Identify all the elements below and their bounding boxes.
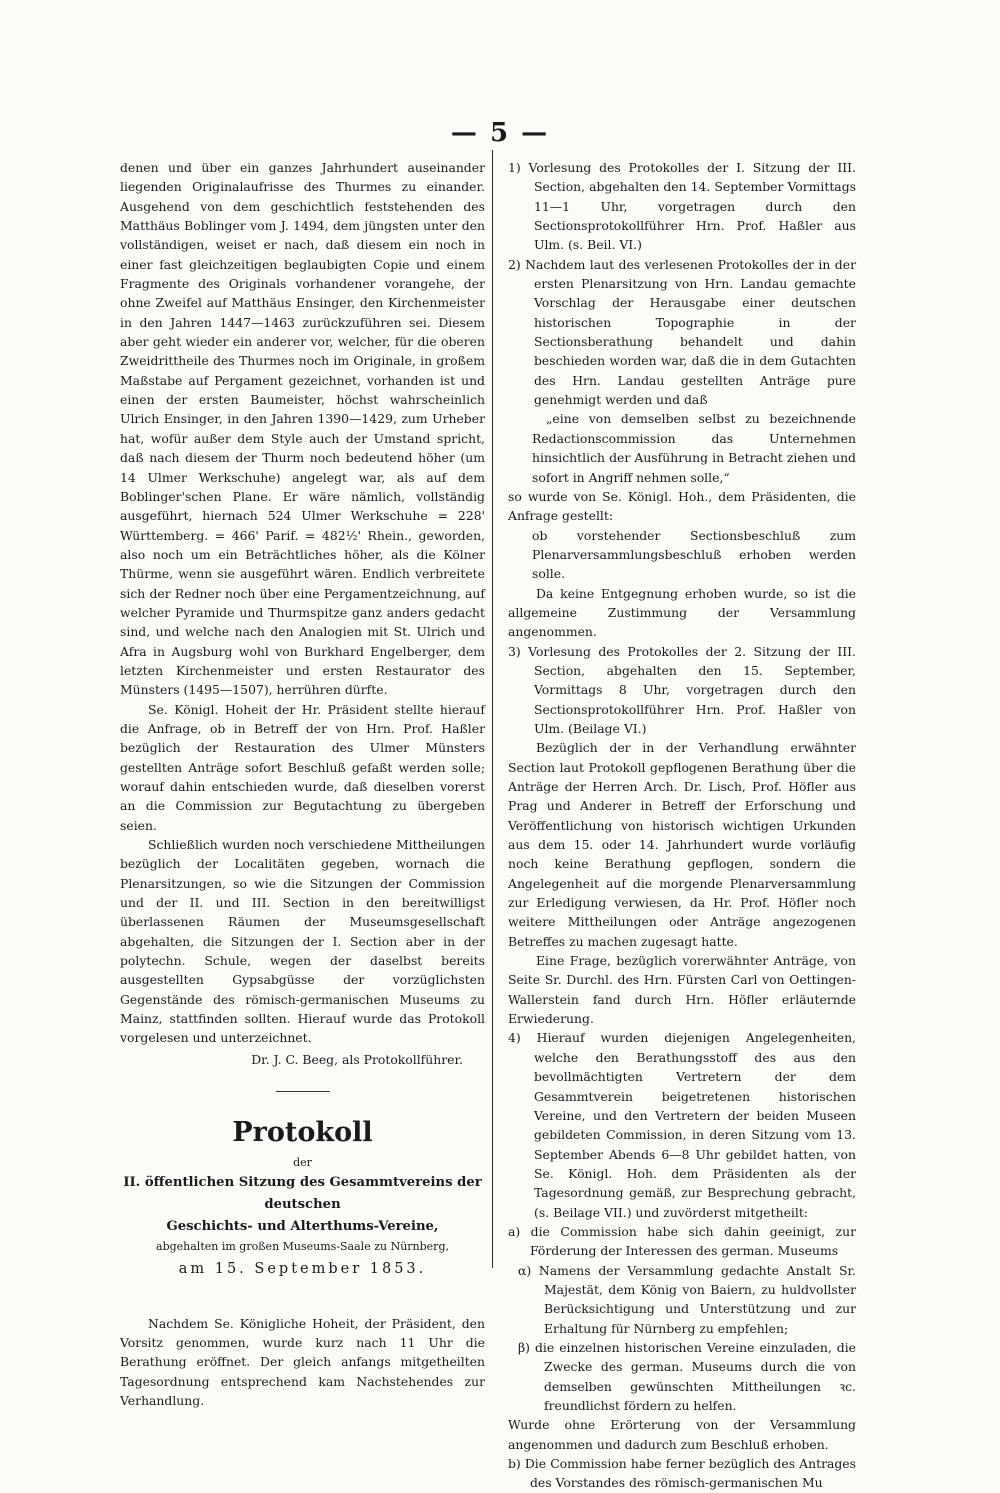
agreement-text: Da keine Entgegnung erhoben wurde, so ist die allgemeine Zustimmung der Versammlung angenommen. xyxy=(508,585,856,640)
paragraph-mittheilungen-localitaeten: Schließlich wurden noch verschiedene Mittheilungen bezüglich der Localitäten gegeben, wornach die Plenarsitzungen, so wie die Sitzungen der Commission und der II. und III. Section in den bereitwilligst überlassenen Räumen der Museumsgesellschaft abgehalten, die Sitzungen der I. Section aber in der polytechn. Schule, wegen der daselbst bereits ausgestellten Gypsabgüsse der vorzüglichsten Gegenstände des römisch-germanischen Museums zu Mainz, stattfinden sollten. Hierauf wurde das Protokoll vorgelesen und unterzeichnet. xyxy=(120,837,485,1046)
heading-date: am 15. September 1853. xyxy=(178,1261,427,1278)
quote-redactionscommission: „eine von demselben selbst zu bezeichnende Redactionscommission das Unternehmen hinsichtlich der Ausführung in Betracht ziehen und sofort in Angriff nehmen solle,“ xyxy=(532,411,856,485)
section-separator xyxy=(276,1091,330,1092)
heading-line-1: II. öffentlichen Sitzung des Gesammtvereins der deutschen xyxy=(123,1175,482,1213)
heading-held-in: abgehalten im großen Museums-Saale zu Nürnberg, xyxy=(156,1240,449,1254)
signature: Dr. J. C. Beeg, als Protokollführer. xyxy=(251,1051,463,1067)
decision-text: Wurde ohne Erörterung von der Versammlung angenommen und dadurch zum Beschluß erhoben. xyxy=(508,1417,856,1452)
paragraph-berathung-eroeffnet: Nachdem Se. Königliche Hoheit, der Präsident, den Vorsitz genommen, wurde kurz nach 11 Uhr die Berathung eröffnet. Der gleich anfangs mitgetheilten Tagesordnung entsprechend kam Nachstehendes zur Verhandlung. xyxy=(120,1315,485,1408)
item-4-angelegenheiten: 4) Hierauf wurden diejenigen Angelegenheiten, welche den Berathungsstoff des aus den bevollmächtigten Vertretern der dem Gesammtverein beigetretenen historischen Vereine, und den Vertretern der beiden Museen gebildeten Commission, in deren Sitzung vom 13. September Abends 6—8 Uhr gebildet hatten, von Se. Königl. Hoh. dem Präsidenten als der Tagesordnung gemäß, zur Besprechung gebracht, (s. Beilage VII.) und zuvörderst mitgetheilt: xyxy=(508,1030,856,1220)
paragraph-lisch-hoefler: Bezüglich der in der Verhandlung erwähnter Section laut Protokoll gepflogenen Berathung über die Anträge der Herren Arch. Dr. Lisch, Prof. Höfler aus Prag und Anderer in Betreff der Erforschung und Veröffentlichung von historisch wichtigen Urkunden aus dem 15. oder 14. Jahrhundert wurde vorläufig noch keine Berathung gepflogen, sondern die Angelegenheit auf die morgende Plenarversammlung zur Erledigung verwiesen, da Hr. Prof. Höfler noch weitere Mittheilungen oder Anträge angezogenen Betreffes zu machen zugesagt hatte. xyxy=(508,740,856,949)
right-column xyxy=(508,158,856,1493)
question-intro: so wurde von Se. Königl. Hoh., dem Präsidenten, die Anfrage gestellt: xyxy=(508,488,856,524)
protokoll-title: Protokoll xyxy=(232,1117,373,1149)
item-3-vorlesung: 3) Vorlesung des Protokolles der 2. Sitzung der III. Section, abgehalten den 15. September, Vormittags 8 Uhr, vorgetragen durch den Sectionsprotokollführer Hrn. Prof. Haßler von Ulm. (Beilage VI.) xyxy=(508,643,856,736)
column-divider xyxy=(492,150,493,1268)
sub-item-alpha: α) Namens der Versammlung gedachte Anstalt Sr. Majestät, dem König von Baiern, zu huldvollster Berücksichtigung und Unterstützung und zur Erhaltung für Nürnberg zu empfehlen; xyxy=(518,1262,856,1336)
sub-item-a: a) die Commission habe sich dahin geeinigt, zur Förderung der Interessen des german. Museums xyxy=(508,1223,856,1259)
paragraph-frage-oettingen: Eine Frage, bezüglich vorerwähnter Anträge, von Seite Sr. Durchl. des Hrn. Fürsten Carl von Oettingen-Wallerstein fand durch Hrn. Höfler erläuternde Erwiederung. xyxy=(508,953,856,1027)
paragraph-anfrage-restauration: Se. Königl. Hoheit der Hr. Präsident stellte hierauf die Anfrage, ob in Betreff der von Hrn. Prof. Haßler bezüglich der Restauration des Ulmer Münsters gestellten Anträge sofort Beschluß gefaßt werden solle; worauf dahin entschieden wurde, daß dieselben vorerst an die Commission zur Begutachtung zu übergeben seien. xyxy=(120,701,485,833)
item-2-vorschlag: 2) Nachdem laut des verlesenen Protokolles der in der ersten Plenarsitzung von Hrn. Landau gemachte Vorschlag der Herausgabe einer deutschen historischen Topographie in der Sectionsberathung behandelt und dahin beschieden worden war, daß die in dem Gutachten des Hrn. Landau gestellten Anträge pure genehmigt werden und daß xyxy=(508,256,856,408)
item-1-vorlesung: 1) Vorlesung des Protokolles der I. Sitzung der III. Section, abgehalten den 14. September Vormittags 11—1 Uhr, vorgetragen durch den Sectionsprotokollführer Hrn. Prof. Haßler aus Ulm. (s. Beil. VI.) xyxy=(508,160,856,253)
sub-item-beta: β) die einzelnen historischen Vereine einzuladen, die Zwecke des german. Museums durch die von demselben gewünschten Mittheilungen ꝛc. freundlichst fördern zu helfen. xyxy=(518,1339,856,1413)
sub-item-b: b) Die Commission habe ferner bezüglich des Antrages des Vorstandes des römisch-germanischen Mu xyxy=(508,1456,856,1491)
left-column xyxy=(120,158,485,1410)
page-number: — 5 — xyxy=(450,118,550,148)
paragraph-originalaufrisse: denen und über ein ganzes Jahrhundert auseinander liegenden Originalaufrisse des Thurmes zu einander. Ausgehend von dem geschichtlich feststehenden des Matthäus Boblinger vom J. 1494, dem jüngsten unter den vollständigen, weiset er nach, daß diesem ein noch in einer fast gleichzeitigen beglaubigten Copie und einem Fragmente des Originals vorhandener vorangehe, der ohne Zweifel auf Matthäus Ensinger, den Kirchenmeister in den Jahren 1447—1463 zurückzuführen sei. Diesem aber geht wieder ein anderer vor, welcher, für die oberen Zweidrittheile des Thurmes noch im Originale, in großem Maßstabe auf Pergament gezeichnet, vorhanden ist und einen der ersten Baumeister, höchst wahrscheinlich Ulrich Ensinger, in den Jahren 1390—1429, zum Urheber hat, wofür außer dem Style auch der Umstand spricht, daß nach diesem der Thurm noch bedeutend höher (um 14 Ulmer Werkschuhe) angelegt war, als auf dem Boblinger'schen Plane. Er wäre nämlich, vollständig ausgeführt, hiernach 524 Ulmer Werkschuhe = 228' Württemberg. = 466' Parif. = 482½' Rhein., geworden, also noch um ein Beträchtliches höher, als die Kölner Thürme, wenn sie ausgeführt wären. Endlich verbreitete sich der Redner noch über eine Pergamentzeichnung, auf welcher Pyramide und Thurmspitze ganz anders gedacht sind, und welche nach den Analogien mit St. Ulrich und Afra in Augsburg wohl von Burkhard Engelberger, dem letzten Kirchenmeister und ersten Restaurator des Münsters (1495—1507), herrühren dürfte. xyxy=(120,160,485,698)
heading-der: der xyxy=(293,1156,312,1170)
question-text: ob vorstehender Sectionsbeschluß zum Plenarversammlungsbeschluß erhoben werden solle. xyxy=(532,527,856,582)
heading-line-2: Geschichts- und Alterthums-Vereine, xyxy=(166,1219,439,1235)
